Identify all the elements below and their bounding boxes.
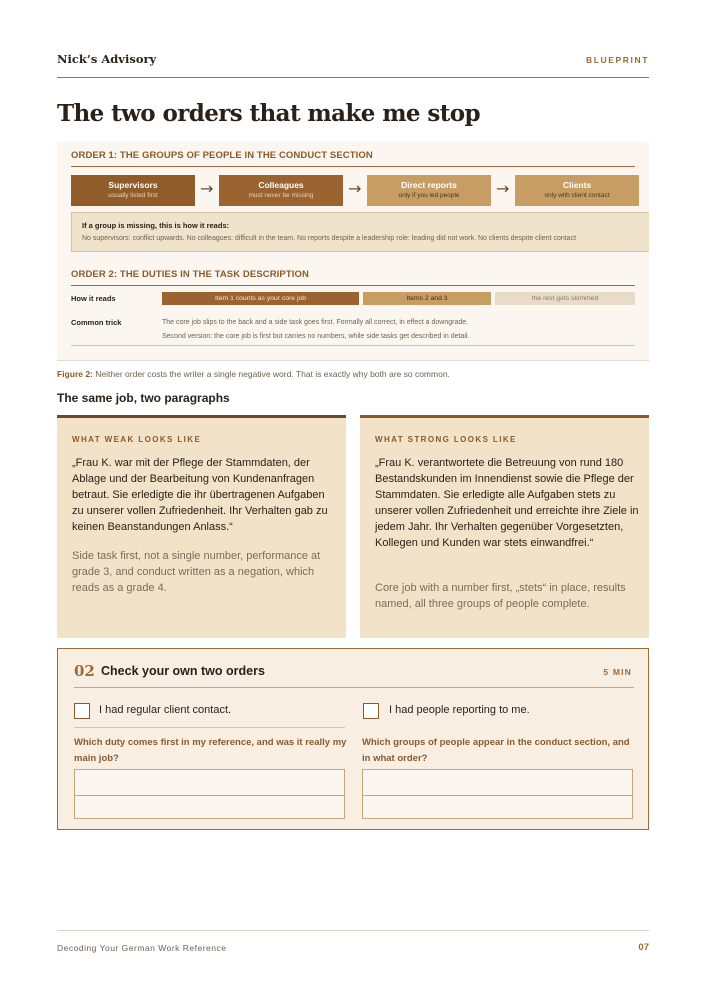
answer-line bbox=[363, 795, 632, 796]
exercise-title: Check your own two orders bbox=[101, 664, 265, 678]
caption-divider bbox=[57, 360, 649, 361]
footer-title: Decoding Your German Work Reference bbox=[57, 943, 227, 953]
direct-reports-label: I had people reporting to me. bbox=[389, 704, 530, 716]
reading-bar-core: Item 1 counts as your core job bbox=[162, 292, 359, 305]
reading-bar-rest: the rest gets skimmed bbox=[495, 292, 635, 305]
common-trick-label: Common trick bbox=[71, 318, 122, 327]
flow-step-sub: must never be missing bbox=[248, 192, 314, 199]
missing-note-body: No supervisors: conflict upwards. No colleagues: difficult in the team. No reports despite a leadership role: leading did not work. No clients despite client contact bbox=[82, 235, 577, 242]
flow-step-direct-reports bbox=[367, 175, 491, 206]
flow-step-sub: usually listed first bbox=[108, 192, 158, 199]
arrow-right-icon: → bbox=[348, 179, 362, 198]
how-it-reads-label: How it reads bbox=[71, 294, 116, 303]
flow-step-supervisors bbox=[71, 175, 195, 206]
weak-quote: „Frau K. war mit der Pflege der Stammdaten, der Ablage und der Bearbeitung von Kundenanfragen betraut. Sie erledigte die ihr übertragenen Aufgaben zu unserer vollen Zufriedenheit. Ihr Verhalten gab zu keinen Beanstandungen Anlass.“ bbox=[72, 457, 328, 533]
strong-note: Core job with a number first, „stets“ in place, results named, all three groups of people complete. bbox=[375, 582, 626, 610]
client-contact-label: I had regular client contact. bbox=[99, 704, 232, 716]
answer-field-first-duty[interactable] bbox=[74, 769, 345, 819]
trick-line: The core job slips to the back and a side task goes first. Formally all correct, in effect a downgrade. bbox=[162, 319, 469, 326]
missing-note-heading: If a group is missing, this is how it reads: bbox=[82, 221, 230, 230]
brand-name: Nick’s Advisory bbox=[57, 52, 157, 66]
page-header bbox=[57, 52, 649, 78]
flow-step-name: Colleagues bbox=[258, 180, 304, 190]
flow-step-name: Clients bbox=[562, 180, 592, 190]
trick-line: Second version: the core job is first but carries no numbers, while side tasks get described in detail. bbox=[162, 333, 470, 340]
flow-step-name: Supervisors bbox=[108, 180, 158, 190]
caption-text: Neither order costs the writer a single negative word. That is exactly why both are so common. bbox=[92, 369, 450, 379]
weak-card-label: WHAT WEAK LOOKS LIKE bbox=[72, 435, 202, 444]
checkbox-divider bbox=[74, 727, 345, 728]
exercise-duration: 5 MIN bbox=[603, 667, 632, 677]
missing-group-note bbox=[71, 212, 649, 252]
exercise-box bbox=[57, 648, 649, 830]
client-contact-checkbox[interactable] bbox=[74, 703, 90, 719]
question-first-duty: Which duty comes first in my reference, and was it really my main job? bbox=[74, 737, 347, 764]
flow-step-clients bbox=[515, 175, 639, 206]
footer-divider bbox=[57, 930, 649, 931]
document-tag: BLUEPRINT bbox=[585, 55, 649, 65]
answer-line bbox=[75, 795, 344, 796]
direct-reports-checkbox[interactable] bbox=[363, 703, 379, 719]
question-conduct-groups: Which groups of people appear in the conduct section, and in what order? bbox=[362, 737, 630, 764]
weak-example-card bbox=[57, 415, 346, 638]
strong-example-card bbox=[360, 415, 649, 638]
exercise-divider bbox=[74, 687, 634, 688]
flow-step-name: Direct reports bbox=[401, 180, 457, 190]
figure-caption bbox=[57, 369, 450, 379]
strong-card-label: WHAT STRONG LOOKS LIKE bbox=[375, 435, 517, 444]
arrow-right-icon: → bbox=[496, 179, 510, 198]
arrow-right-icon: → bbox=[200, 179, 214, 198]
comparison-title: The same job, two paragraphs bbox=[57, 391, 230, 405]
figure-orders bbox=[57, 142, 649, 360]
figure-divider bbox=[71, 345, 635, 346]
flow-step-sub: only with client contact bbox=[544, 192, 610, 199]
order1-heading: ORDER 1: THE GROUPS OF PEOPLE IN THE CONDUCT SECTION bbox=[71, 150, 635, 167]
caption-label: Figure 2: bbox=[57, 369, 93, 379]
order2-heading: ORDER 2: THE DUTIES IN THE TASK DESCRIPTION bbox=[71, 269, 635, 286]
page-title: The two orders that make me stop bbox=[57, 100, 480, 127]
reading-bar-secondary: Items 2 and 3 bbox=[363, 292, 491, 305]
weak-note: Side task first, not a single number, performance at grade 3, and conduct written as a negation, which reads as a grade 4. bbox=[72, 550, 321, 594]
flow-step-colleagues bbox=[219, 175, 343, 206]
exercise-number: 02 bbox=[74, 662, 95, 680]
flow-step-sub: only if you led people bbox=[398, 192, 460, 199]
answer-field-conduct-groups[interactable] bbox=[362, 769, 633, 819]
page-number: 07 bbox=[638, 942, 649, 953]
strong-quote: „Frau K. verantwortete die Betreuung von rund 180 Bestandskunden im Innendienst sowie die Pflege der Stammdaten. Sie erledigte alle Aufgaben stets zu unserer vollen Zufriedenheit und erreichte ihre Ziele in jedem Jahr. Ihr Verhalten gegenüber Vorgesetzten, Kollegen und Kunden war stets einwandfrei.“ bbox=[375, 457, 639, 549]
